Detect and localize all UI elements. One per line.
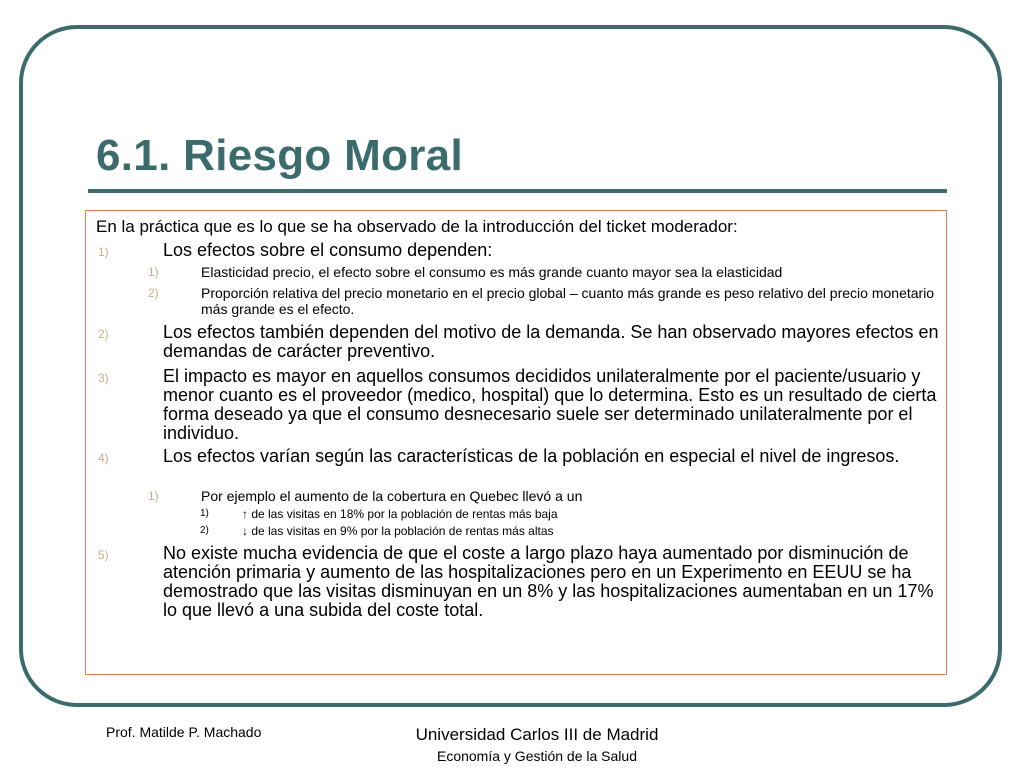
list-number: 2): [98, 327, 109, 341]
list-text: Por ejemplo el aumento de la cobertura en Quebec llevó a un: [201, 488, 583, 504]
slide-title: 6.1. Riesgo Moral: [96, 131, 463, 180]
footer-course: Economía y Gestión de la Salud: [436, 748, 637, 764]
list-number: 1): [98, 245, 109, 259]
list-number: 4): [98, 451, 109, 465]
list-number: 1): [148, 265, 159, 279]
list-number: 2): [148, 286, 159, 300]
title-underline: [88, 189, 947, 193]
list-text: Los efectos sobre el consumo dependen:: [163, 240, 493, 260]
list-text: Proporción relativa del precio monetario en el precio global – cuanto más grande es peso relativo del precio monetario más grande es el efecto.: [201, 285, 935, 317]
footer-institution: [340, 724, 734, 766]
list-text: El impacto es mayor en aquellos consumos decididos unilateralmente por el paciente/usuario y menor cuanto es el proveedor (medico, hospital) que lo determina. Esto es un resultado de cierta forma deseado ya que el consumo desnecesario suele ser determinado unilateralmente por el individuo.: [163, 366, 937, 443]
list-text: ↓ de las visitas en 9% por la población de rentas más altas: [242, 524, 554, 538]
list-number: 2): [200, 525, 209, 536]
list-text: No existe mucha evidencia de que el coste a largo plazo haya aumentado por disminución de atención primaria y aumento de las hospitalizaciones pero en un Experimento en EEUU se ha demostrado que las visitas disminuyan en un 8% y las hospitalizaciones aumentaban en un 17% lo que llevó a una subida del coste total.: [163, 543, 934, 620]
list-text: Los efectos varían según las características de la población en especial el nivel de ingresos.: [163, 446, 900, 466]
list-number: 1): [148, 489, 159, 503]
list-number: 5): [98, 548, 109, 562]
list-text: Elasticidad precio, el efecto sobre el consumo es más grande cuanto mayor sea la elasticidad: [201, 264, 783, 280]
list-number: 1): [200, 508, 209, 519]
intro-text: En la práctica que es lo que se ha observado de la introducción del ticket moderador:: [96, 217, 738, 236]
footer-author: Prof. Matilde P. Machado: [106, 724, 262, 740]
list-text: Los efectos también dependen del motivo de la demanda. Se han observado mayores efectos en demandas de carácter preventivo.: [163, 322, 939, 361]
footer-university: Universidad Carlos III de Madrid: [415, 725, 659, 744]
list-number: 3): [98, 371, 109, 385]
list-text: ↑ de las visitas en 18% por la población de rentas más baja: [242, 507, 558, 521]
